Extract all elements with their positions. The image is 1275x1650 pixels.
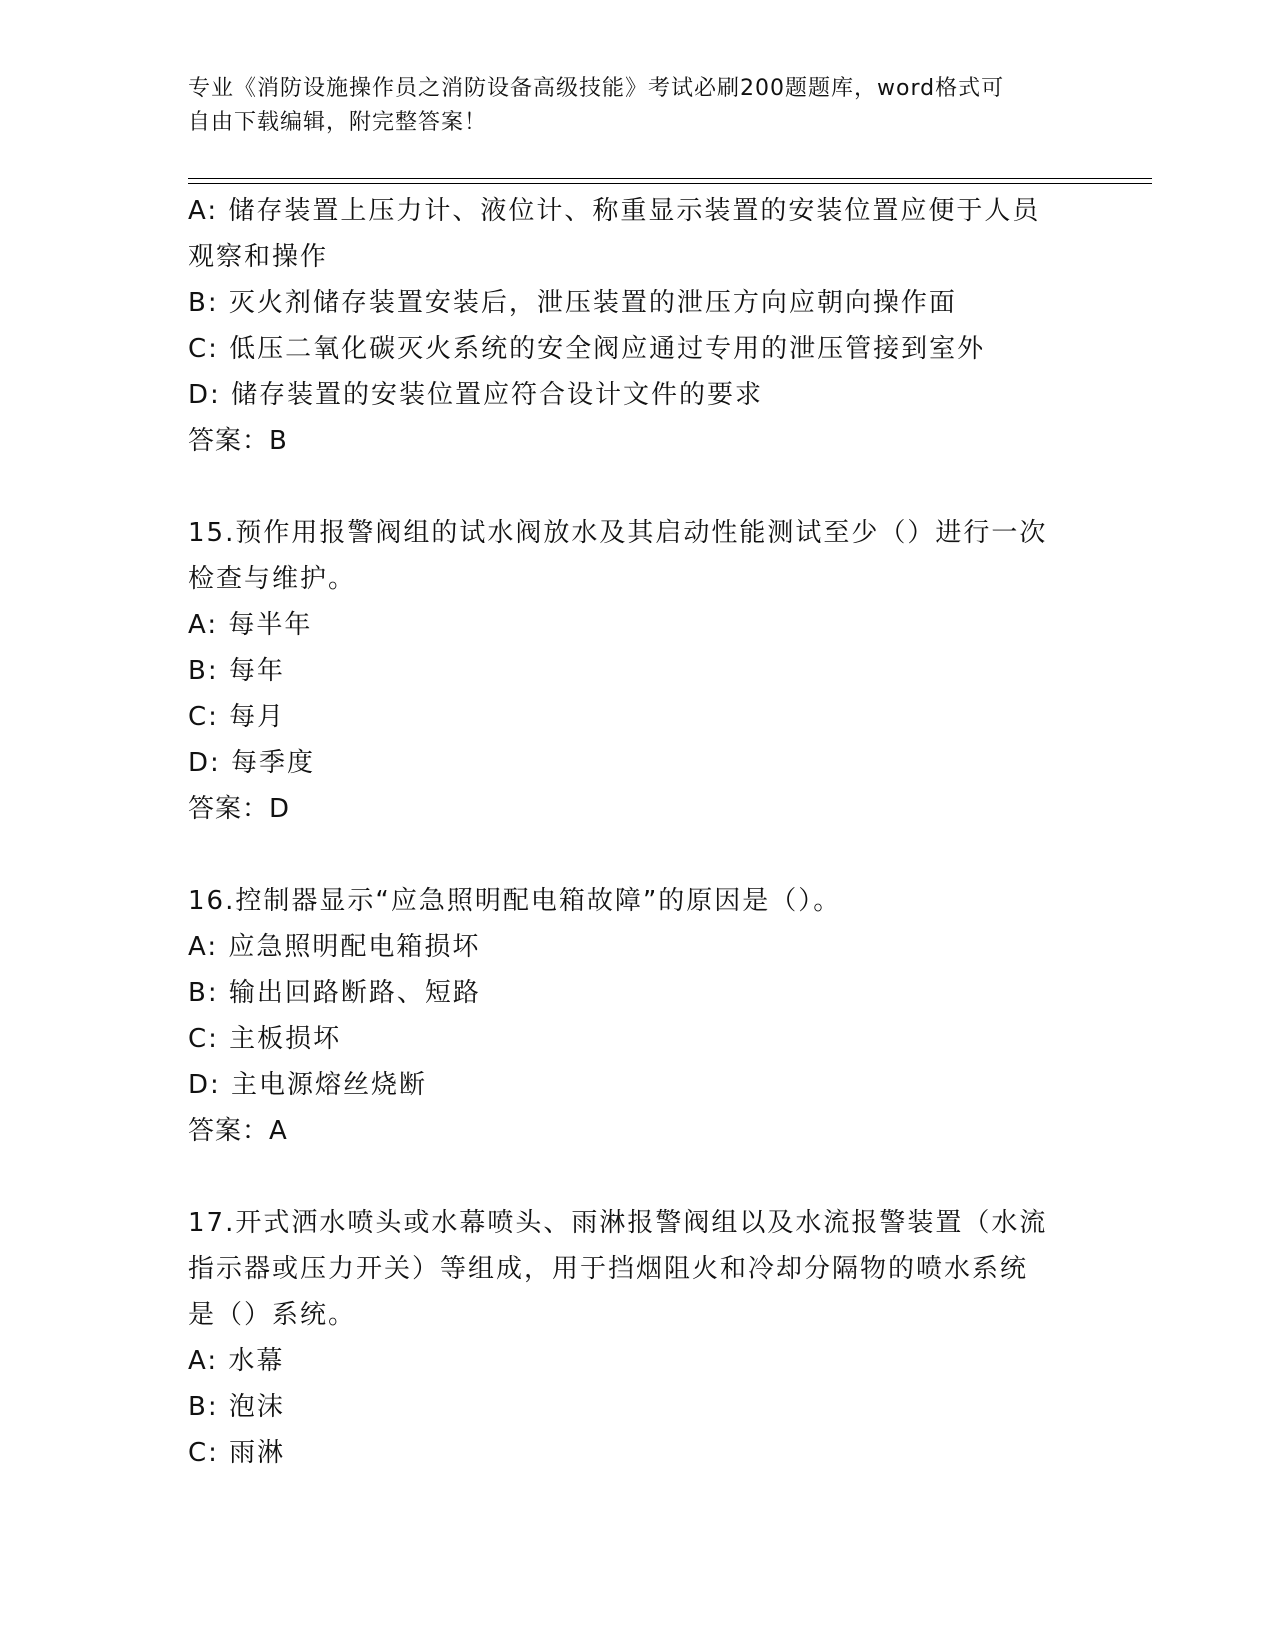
option-b: B: 输出回路断路、短路 [188,978,481,1008]
question-stem-continued: 检查与维护。 [188,564,357,594]
header-divider-bottom [188,183,1152,184]
question-block-17 [188,1200,1088,1476]
question-stem-continued: 指示器或压力开关）等组成，用于挡烟阻火和冷却分隔物的喷水系统 [188,1254,1029,1284]
option-a: A: 应急照明配电箱损坏 [188,932,481,962]
question-stem-continued-2: 是（）系统。 [188,1300,357,1330]
question-stem: 17.开式洒水喷头或水幕喷头、雨淋报警阀组以及水流报警装置（水流 [188,1208,1048,1238]
option-c: C: 每月 [188,702,286,732]
option-b: B: 泡沫 [188,1392,285,1422]
header-title-line-1: 专业《消防设施操作员之消防设备高级技能》考试必刷200题题库，word格式可 [188,76,1005,101]
header-divider-top [188,178,1152,179]
document-header [188,72,1068,140]
option-c: C: 主板损坏 [188,1024,342,1054]
answer-line: 答案：A [188,1116,288,1146]
header-title-line-2: 自由下载编辑，附完整答案！ [188,110,488,135]
question-block-16 [188,878,1088,1154]
question-block-15 [188,510,1088,832]
answer-line: 答案：D [188,794,291,824]
option-b: B: 灭火剂储存装置安装后，泄压装置的泄压方向应朝向操作面 [188,288,957,318]
option-a-continued: 观察和操作 [188,242,329,272]
option-d: D: 每季度 [188,748,316,778]
option-d: D: 储存装置的安装位置应符合设计文件的要求 [188,380,764,410]
option-a: A: 水幕 [188,1346,285,1376]
question-stem: 15.预作用报警阀组的试水阀放水及其启动性能测试至少（）进行一次 [188,518,1048,548]
option-c: C: 低压二氧化碳灭火系统的安全阀应通过专用的泄压管接到室外 [188,334,986,364]
answer-line: 答案：B [188,426,288,456]
option-a: A: 储存装置上压力计、液位计、称重显示装置的安装位置应便于人员 [188,196,1041,226]
option-a: A: 每半年 [188,610,313,640]
document-body [188,188,1088,1476]
option-d: D: 主电源熔丝烧断 [188,1070,428,1100]
option-c: C: 雨淋 [188,1438,286,1468]
question-stem: 16.控制器显示“应急照明配电箱故障”的原因是（）。 [188,886,842,916]
option-b: B: 每年 [188,656,285,686]
question-block-14 [188,188,1088,464]
